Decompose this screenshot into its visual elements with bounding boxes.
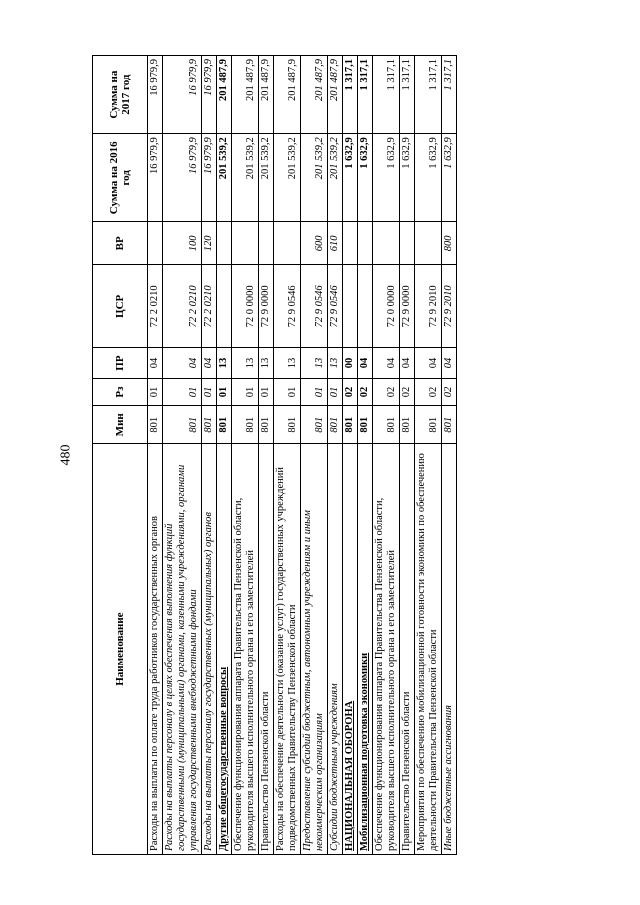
cell-vr: 610: [328, 222, 343, 265]
cell-csr: 72 9 2010: [415, 265, 442, 348]
cell-min: 801: [343, 406, 358, 444]
cell-pr: 13: [259, 348, 274, 378]
budget-table-container: [92, 55, 542, 855]
cell-csr: 72 0 0000: [232, 265, 259, 348]
cell-sum-2016: 16 979,9: [163, 134, 202, 222]
table-row: [400, 56, 415, 855]
cell-vr: [259, 222, 274, 265]
cell-rz: 02: [400, 378, 415, 406]
header-name: Наименование: [93, 444, 148, 855]
cell-sum-2017: 201 487,9: [232, 56, 259, 134]
cell-sum-2017: 201 487,9: [274, 56, 301, 134]
cell-vr: [358, 222, 373, 265]
header-row: [93, 56, 148, 855]
cell-vr: [232, 222, 259, 265]
cell-min: 801: [358, 406, 373, 444]
cell-csr: [217, 265, 232, 348]
table-row: [442, 56, 457, 855]
cell-name: Субсидии бюджетным учреждениям: [328, 444, 343, 855]
cell-vr: [373, 222, 400, 265]
cell-sum-2017: 201 487,9: [259, 56, 274, 134]
table-row: [301, 56, 328, 855]
header-sum-2016: Сумма на 2016 год: [93, 134, 148, 222]
table-row: [163, 56, 202, 855]
cell-rz: 01: [301, 378, 328, 406]
cell-vr: [400, 222, 415, 265]
cell-rz: 01: [328, 378, 343, 406]
cell-csr: 72 9 0546: [328, 265, 343, 348]
cell-name: Правительство Пензенской области: [400, 444, 415, 855]
table-row: [202, 56, 217, 855]
cell-csr: 72 9 0000: [259, 265, 274, 348]
cell-csr: 72 2 0210: [202, 265, 217, 348]
cell-sum-2017: 201 487,9: [328, 56, 343, 134]
cell-pr: 13: [217, 348, 232, 378]
cell-pr: 13: [274, 348, 301, 378]
header-min: Мин: [93, 406, 148, 444]
cell-sum-2016: 16 979,9: [148, 134, 163, 222]
cell-name: Иные бюджетные ассигнования: [442, 444, 457, 855]
cell-csr: 72 9 0546: [274, 265, 301, 348]
table-row: [148, 56, 163, 855]
table-row: [274, 56, 301, 855]
cell-sum-2017: 201 487,9: [217, 56, 232, 134]
cell-rz: 02: [442, 378, 457, 406]
cell-sum-2017: 1 317,1: [373, 56, 400, 134]
cell-rz: 01: [217, 378, 232, 406]
table-row: [217, 56, 232, 855]
cell-min: 801: [148, 406, 163, 444]
budget-table: [92, 55, 457, 855]
cell-sum-2016: 1 632,9: [343, 134, 358, 222]
cell-sum-2016: 201 539,2: [232, 134, 259, 222]
cell-rz: 01: [163, 378, 202, 406]
cell-sum-2016: 201 539,2: [259, 134, 274, 222]
cell-name: НАЦИОНАЛЬНАЯ ОБОРОНА: [343, 444, 358, 855]
cell-sum-2016: 1 632,9: [373, 134, 400, 222]
cell-name: Предоставление субсидий бюджетным, автономным учреждениям и иным некоммерческим организациям: [301, 444, 328, 855]
cell-pr: 04: [163, 348, 202, 378]
cell-rz: 02: [415, 378, 442, 406]
cell-sum-2016: 16 979,9: [202, 134, 217, 222]
cell-pr: 04: [442, 348, 457, 378]
cell-sum-2017: 1 317,1: [358, 56, 373, 134]
table-row: [415, 56, 442, 855]
table-row: [358, 56, 373, 855]
header-sum-2017: Сумма на 2017 год: [93, 56, 148, 134]
cell-vr: [217, 222, 232, 265]
cell-sum-2016: 1 632,9: [442, 134, 457, 222]
cell-pr: 13: [328, 348, 343, 378]
cell-name: Мобилизационная подготовка экономики: [358, 444, 373, 855]
cell-min: 801: [202, 406, 217, 444]
cell-min: 801: [217, 406, 232, 444]
cell-rz: 01: [148, 378, 163, 406]
cell-sum-2016: 201 539,2: [274, 134, 301, 222]
cell-pr: 13: [232, 348, 259, 378]
cell-csr: 72 2 0210: [163, 265, 202, 348]
cell-sum-2016: 201 539,2: [328, 134, 343, 222]
cell-pr: 04: [415, 348, 442, 378]
cell-pr: 04: [400, 348, 415, 378]
cell-sum-2017: 16 979,9: [148, 56, 163, 134]
cell-min: 801: [415, 406, 442, 444]
cell-vr: [274, 222, 301, 265]
cell-min: 801: [301, 406, 328, 444]
cell-min: 801: [328, 406, 343, 444]
cell-sum-2017: 16 979,9: [163, 56, 202, 134]
cell-pr: 00: [343, 348, 358, 378]
cell-name: Правительство Пензенской области: [259, 444, 274, 855]
cell-pr: 04: [373, 348, 400, 378]
cell-rz: 02: [343, 378, 358, 406]
table-row: [328, 56, 343, 855]
header-csr: ЦСР: [93, 265, 148, 348]
cell-min: 801: [163, 406, 202, 444]
cell-vr: 600: [301, 222, 328, 265]
cell-csr: 72 2 0210: [148, 265, 163, 348]
cell-vr: 100: [163, 222, 202, 265]
cell-sum-2016: 1 632,9: [415, 134, 442, 222]
cell-sum-2017: 1 317,1: [343, 56, 358, 134]
cell-name: Расходы на выплаты персоналу в целях обеспечения выполнения функций государственными (муниципальными) органами, казенными учреждениями, органами управления государственными внебюджетными фондами: [163, 444, 202, 855]
cell-name: Обеспечение функционирования аппарата Правительства Пензенской области, руководителя высшего исполнительного органа и его заместителей: [232, 444, 259, 855]
table-row: [259, 56, 274, 855]
table-row: [343, 56, 358, 855]
cell-vr: 800: [442, 222, 457, 265]
cell-sum-2017: 1 317,1: [415, 56, 442, 134]
cell-rz: 02: [358, 378, 373, 406]
cell-pr: 04: [358, 348, 373, 378]
cell-name: Расходы на выплаты персоналу государственных (муниципальных) органов: [202, 444, 217, 855]
cell-csr: [358, 265, 373, 348]
cell-name: Расходы на выплаты по оплате труда работников государственных органов: [148, 444, 163, 855]
table-row: [232, 56, 259, 855]
cell-vr: [148, 222, 163, 265]
cell-sum-2016: 1 632,9: [358, 134, 373, 222]
cell-csr: [343, 265, 358, 348]
cell-min: 801: [274, 406, 301, 444]
cell-sum-2017: 16 979,9: [202, 56, 217, 134]
cell-vr: 120: [202, 222, 217, 265]
cell-vr: [343, 222, 358, 265]
cell-vr: [415, 222, 442, 265]
cell-rz: 01: [259, 378, 274, 406]
cell-rz: 01: [274, 378, 301, 406]
cell-sum-2017: 201 487,9: [301, 56, 328, 134]
cell-sum-2016: 1 632,9: [400, 134, 415, 222]
cell-pr: 04: [148, 348, 163, 378]
cell-rz: 01: [232, 378, 259, 406]
cell-sum-2017: 1 317,1: [400, 56, 415, 134]
cell-min: 801: [232, 406, 259, 444]
cell-csr: 72 0 0000: [373, 265, 400, 348]
cell-min: 801: [400, 406, 415, 444]
header-pr: ПР: [93, 348, 148, 378]
cell-name: Расходы на обеспечение деятельности (оказание услуг) государственных учреждений подведомственных Правительству Пензенской области: [274, 444, 301, 855]
cell-name: Другие общегосударственные вопросы: [217, 444, 232, 855]
cell-sum-2016: 201 539,2: [217, 134, 232, 222]
cell-rz: 01: [202, 378, 217, 406]
cell-csr: 72 9 2010: [442, 265, 457, 348]
cell-sum-2016: 201 539,2: [301, 134, 328, 222]
cell-min: 801: [373, 406, 400, 444]
cell-min: 801: [442, 406, 457, 444]
header-vr: ВР: [93, 222, 148, 265]
header-rz: Рз: [93, 378, 148, 406]
cell-csr: 72 9 0546: [301, 265, 328, 348]
page-number: 480: [58, 444, 74, 466]
cell-rz: 02: [373, 378, 400, 406]
cell-csr: 72 9 0000: [400, 265, 415, 348]
cell-sum-2017: 1 317,1: [442, 56, 457, 134]
cell-pr: 13: [301, 348, 328, 378]
cell-pr: 04: [202, 348, 217, 378]
cell-name: Обеспечение функционирования аппарата Правительства Пензенской области, руководителя высшего исполнительного органа и его заместителей: [373, 444, 400, 855]
table-row: [373, 56, 400, 855]
table-body: [148, 56, 457, 855]
cell-name: Мероприятия по обеспечению мобилизационной готовности экономики по обеспечению деятельности Правительства Пензенской области: [415, 444, 442, 855]
cell-min: 801: [259, 406, 274, 444]
